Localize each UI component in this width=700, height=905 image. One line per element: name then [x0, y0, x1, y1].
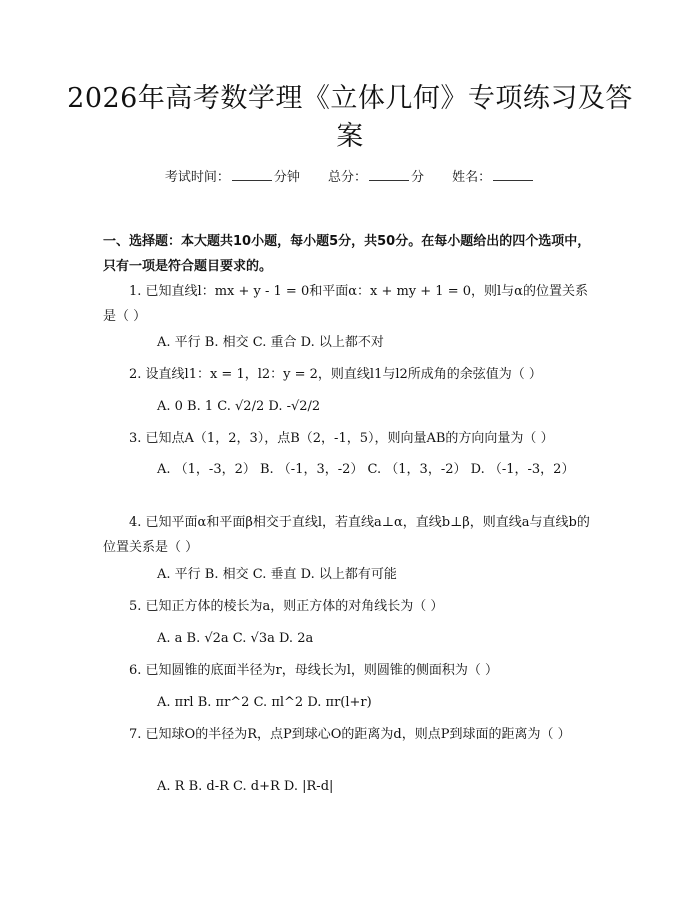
question-3-stem: 3. 已知点A（1，2，3），点B（2，-1，5），则向量AB的方向向量为（ ）	[129, 431, 554, 446]
question-4-stem: 4. 已知平面α和平面β相交于直线l，若直线a⊥α，直线b⊥β，则直线a与直线b的位置关系是（ ）	[103, 515, 590, 555]
question-4-options: A. 平行 B. 相交 C. 垂直 D. 以上都有可能	[157, 567, 397, 582]
section-heading: 一、选择题：本大题共10小题，每小题5分，共50分。在每小题给出的四个选项中，只有一项是符合题目要求的。	[103, 234, 591, 274]
exam-info	[0, 168, 700, 188]
exam-time-field	[165, 168, 300, 188]
question-2-stem: 2. 设直线l1：x = 1，l2：y = 2，则直线l1与l2所成角的余弦值为（ ）	[129, 367, 542, 382]
question-1-options: A. 平行 B. 相交 C. 重合 D. 以上都不对	[157, 335, 384, 350]
question-2-options: A. 0 B. 1 C. √2/2 D. -√2/2	[157, 399, 321, 414]
total-score-field	[328, 168, 424, 188]
question-7-stem: 7. 已知球O的半径为R，点P到球心O的距离为d，则点P到球面的距离为（ ）	[129, 727, 571, 742]
document-title: 2026年高考数学理《立体几何》专项练习及答案	[67, 83, 633, 152]
question-5-options: A. a B. √2a C. √3a D. 2a	[157, 631, 314, 646]
exam-time-blank	[232, 168, 272, 181]
exam-time-label: 考试时间：	[164, 170, 230, 185]
total-score-label: 总分：	[327, 170, 367, 185]
name-blank	[493, 168, 533, 181]
name-field	[452, 168, 535, 188]
question-5-stem: 5. 已知正方体的棱长为a，则正方体的对角线长为（ ）	[129, 599, 444, 614]
name-label: 姓名：	[452, 170, 492, 185]
question-1-stem: 1. 已知直线l：mx + y - 1 = 0和平面α：x + my + 1 = 0，则l与α的位置关系是（ ）	[103, 284, 588, 324]
question-3-options: A. （1，-3，2） B. （-1，3，-2） C. （1，3，-2） D. （-1，-3，2）	[157, 462, 575, 477]
total-score-blank	[369, 168, 409, 181]
exam-time-unit: 分钟	[273, 170, 300, 185]
total-score-unit: 分	[411, 170, 425, 185]
question-6-options: A. πrl B. πr^2 C. πl^2 D. πr(l+r)	[157, 695, 372, 710]
question-6-stem: 6. 已知圆锥的底面半径为r，母线长为l，则圆锥的侧面积为（ ）	[129, 663, 499, 678]
question-7-options: A. R B. d-R C. d+R D. |R-d|	[157, 779, 334, 794]
